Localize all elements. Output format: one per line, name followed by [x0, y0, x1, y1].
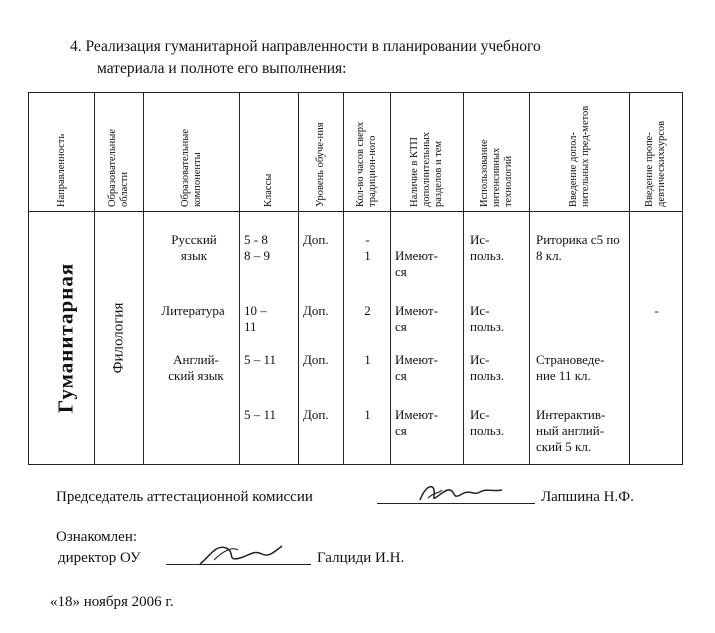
extra-subjects-cell: [530, 212, 630, 465]
tech-text: Ис-польз.: [470, 232, 505, 263]
classes-text: 10 – 11: [244, 303, 267, 334]
component-text: Литература: [161, 303, 225, 318]
hours-text: - 1: [364, 232, 371, 263]
level-text: Доп.: [303, 407, 329, 422]
level-cell: [299, 212, 344, 465]
header-cell: [95, 93, 144, 212]
ktp-text: Имеют-ся: [395, 303, 438, 334]
propaedeutic-text: -: [654, 303, 659, 318]
header-label: Классы: [263, 173, 274, 207]
ktp-text: Имеют-ся: [395, 248, 438, 279]
classes-text: 5 – 11: [244, 407, 277, 422]
director-name: Галциди И.Н.: [317, 550, 405, 566]
ktp-text: Имеют-ся: [395, 352, 438, 383]
header-cell: [530, 93, 630, 212]
direction-label: Гуманитарная: [53, 262, 77, 414]
tech-cell: [464, 212, 530, 465]
tech-text: Ис-польз.: [470, 407, 505, 438]
heading-line-2: материала и полноте его выполнения:: [97, 60, 347, 77]
hours-text: 1: [364, 407, 371, 422]
chair-label: Председатель аттестационной комиссии: [56, 489, 313, 505]
classes-text: 5 – 11: [244, 352, 277, 367]
header-cell: [240, 93, 299, 212]
chair-name: Лапшина Н.Ф.: [541, 489, 634, 505]
component-text: Русский язык: [171, 232, 217, 263]
extra-text: Риторика с5 по 8 кл.: [536, 232, 620, 263]
level-text: Доп.: [303, 303, 329, 318]
area-cell: [95, 212, 144, 465]
header-cell: [299, 93, 344, 212]
header-label: Наличие в КТП дополнительных разделов и тем: [409, 131, 444, 207]
area-label: Филология: [110, 302, 127, 374]
header-label: Уровень обуче-ния: [315, 122, 326, 207]
header-cell: [464, 93, 530, 212]
classes-text: 5 - 8 8 – 9: [244, 232, 270, 263]
header-label: Кол-во часов сверх традицион-ного: [355, 121, 378, 207]
header-cell: [144, 93, 240, 212]
component-text: Англий-ский язык: [168, 352, 224, 383]
director-signature-image: [196, 536, 286, 572]
header-cell: [29, 93, 95, 212]
body-row: [29, 212, 683, 465]
classes-cell: [240, 212, 299, 465]
hours-text: 2: [364, 303, 371, 318]
extra-text: Страноведе-ние 11 кл.: [536, 352, 605, 383]
header-label: Образовательные области: [107, 129, 130, 207]
header-label: Направленность: [55, 133, 67, 207]
components-cell: [144, 212, 240, 465]
header-row: [29, 93, 683, 212]
header-label: Использование интенсивных технологий: [478, 139, 514, 207]
hours-text: 1: [364, 352, 371, 367]
header-cell: [630, 93, 683, 212]
document-date: «18» ноября 2006 г.: [50, 594, 174, 610]
header-cell: [344, 93, 391, 212]
header-label: Введение допол-нительных пред-метов: [567, 105, 591, 207]
tech-text: Ис-польз.: [470, 303, 505, 334]
header-label: Образовательные компоненты: [179, 129, 203, 207]
chair-signature-image: [414, 478, 506, 508]
hours-cell: [344, 212, 391, 465]
level-text: Доп.: [303, 232, 329, 247]
ktp-text: Имеют-ся: [395, 407, 438, 438]
direction-cell: [29, 212, 95, 465]
results-table: [28, 92, 683, 465]
tech-text: Ис-польз.: [470, 352, 505, 383]
header-cell: [391, 93, 464, 212]
acquainted-label: Ознакомлен:: [56, 529, 138, 545]
director-label: директор ОУ: [58, 550, 141, 566]
level-text: Доп.: [303, 352, 329, 367]
heading-line-1: 4. Реализация гуманитарной направленности в планировании учебного: [70, 38, 541, 55]
extra-text: Интерактив-ный англий-ский 5 кл.: [536, 407, 606, 454]
header-label: Введение пропе-девтическихкурсов: [644, 120, 667, 207]
propaedeutic-cell: [630, 212, 683, 465]
ktp-cell: [391, 212, 464, 465]
